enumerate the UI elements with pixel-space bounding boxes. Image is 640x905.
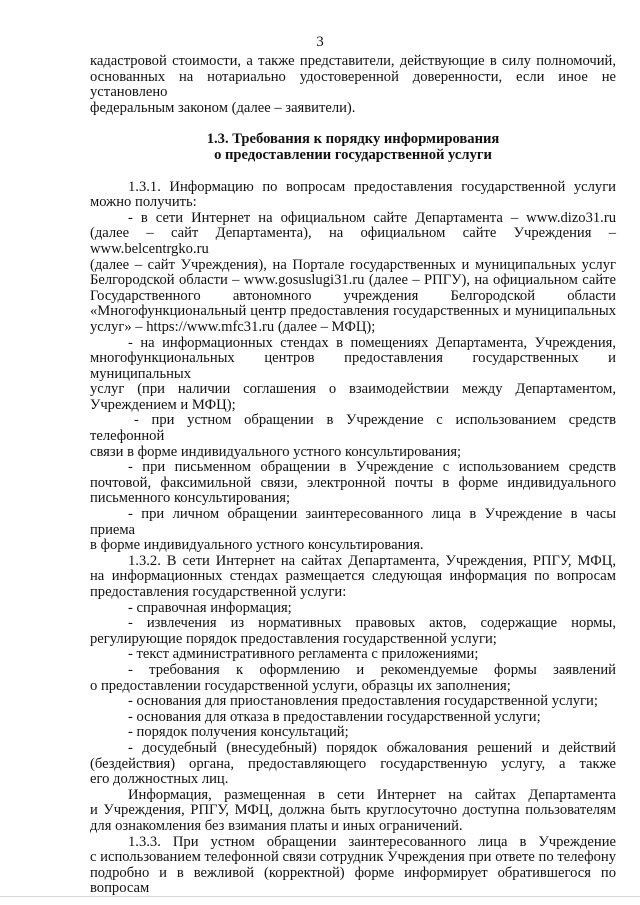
text-line: - в сети Интернет на официальном сайте Департамента – www.dizo31.ru (128, 209, 616, 226)
text-line: его должностных лиц. (90, 771, 229, 788)
page-number: 3 (316, 34, 324, 50)
text-line: с использованием телефонной связи сотрудник Учреждения при ответе по телефону (90, 849, 616, 866)
intro-paragraph (90, 54, 616, 116)
text-line: (бездействия) органа, предоставляющего государственную услугу, а также (90, 755, 616, 772)
text-line: и Учреждения, РПГУ, МФЦ, должна быть круглосуточно доступна пользователям (90, 802, 616, 819)
heading-line: 1.3. Требования к порядку информирования (206, 131, 500, 148)
text-line: - на информационных стендах в помещениях Департамента, Учреждения, (128, 334, 616, 351)
text-line: Учреждением и МФЦ); (90, 396, 236, 413)
section-heading (90, 132, 616, 163)
text-line: в форме индивидуального устного консультирования. (90, 537, 424, 554)
text-line: связи в форме индивидуального устного консультирования; (90, 443, 462, 460)
text-line: 1.3.3. При устном обращении заинтересованного лица в Учреждение (128, 833, 616, 850)
text-line: регулирующие порядок предоставления государственной услуги; (90, 630, 497, 647)
text-line: - при устном обращении в Учреждение с использованием средств телефонной (90, 412, 616, 445)
page-edge-divider (0, 896, 640, 897)
text-line: Информация, размещенная в сети Интернет на сайтах Департамента (128, 786, 616, 803)
text-line: услуг» – https://www.mfc31.ru (далее – МФЦ); (90, 318, 376, 335)
text-line: (далее – сайт Департамента), на официальном сайте Учреждения – www.belcentrgko.ru (90, 225, 616, 257)
text-line: предоставления государственной услуги: (90, 584, 347, 600)
text-line: Белгородской области – www.gosuslugi31.ru (далее – РПГУ), на официальном сайте (90, 272, 616, 289)
text-line: для ознакомления без взимания платы и иных ограничений. (90, 817, 463, 834)
text-line: - порядок получения консультаций; (128, 724, 349, 741)
text-line: - текст административного регламента с приложениями; (128, 646, 479, 663)
text-line: можно получить: (90, 194, 197, 211)
text-line: многофункциональных центров предоставления государственных и муниципальных (90, 350, 616, 382)
text-line: 1.3.2. В сети Интернет на сайтах Департамента, Учреждения, РПГУ, МФЦ, (128, 552, 616, 569)
section-body (90, 180, 616, 897)
text-line: федеральным законом (далее – заявители). (90, 99, 356, 116)
text-line: - требования к оформлению и рекомендуемые формы заявлений (128, 661, 616, 678)
heading-line: о предоставлении государственной услуги (214, 146, 492, 163)
text-line: 1.3.1. Информацию по вопросам предоставления государственной услуги (128, 178, 616, 195)
text-line: - при личном обращении заинтересованного лица в Учреждение в часы приема (90, 506, 616, 538)
text-line: о предоставлении государственной услуги, образцы их заполнения; (90, 677, 511, 694)
text-line: почтовой, факсимильной связи, электронной почты в форме индивидуального (90, 474, 616, 491)
text-line: письменного консультирования; (90, 490, 291, 507)
text-line: «Многофункциональный центр предоставления государственных и муниципальных (90, 303, 616, 320)
text-line: на информационных стендах размещается следующая информация по вопросам (90, 568, 616, 585)
text-line: - досудебный (внесудебный) порядок обжалования решений и действий (128, 739, 616, 756)
text-line: - извлечения из нормативных правовых актов, содержащие нормы, (128, 615, 616, 632)
text-line: услуг (при наличии соглашения о взаимодействии между Департаментом, (90, 381, 616, 398)
text-line: (далее – сайт Учреждения), на Портале государственных и муниципальных услуг (90, 256, 616, 273)
text-line: - основания для отказа в предоставлении государственной услуги; (128, 708, 541, 725)
text-line: - основания для приостановления предоставления государственной услуги; (128, 693, 598, 710)
page-body (90, 54, 616, 897)
text-line: - справочная информация; (128, 599, 292, 616)
text-line: Государственного автономного учреждения Белгородской области (90, 287, 616, 304)
text-line: - при письменном обращении в Учреждение с использованием средств (128, 459, 616, 476)
text-line: основанных на нотариально удостоверенной доверенности, если иное не установлено (90, 68, 616, 101)
text-line: кадастровой стоимости, а также представители, действующие в силу полномочий, (90, 53, 616, 69)
text-line: подробно и в вежливой (корректной) форме информирует обратившегося по вопросам (90, 864, 616, 897)
